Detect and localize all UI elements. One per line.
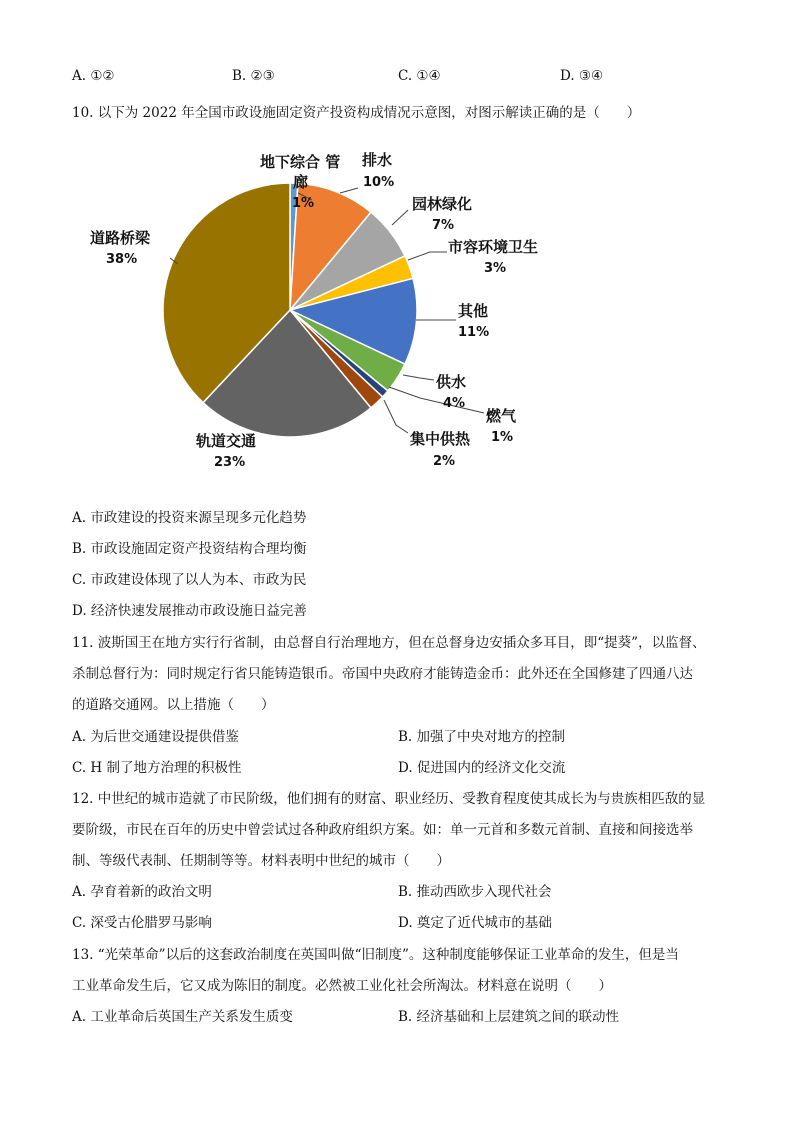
slice-pct-other: 11% — [458, 325, 490, 340]
q12-stem-line-2: 要阶级，市民在百年的历史中曾尝试过各种政府组织方案。如：单一元首和多数元首制、直接和间接选举 — [72, 822, 693, 838]
q11-option-b[interactable]: B. 加强了中央对地方的控制 — [398, 729, 566, 745]
q9-option-b[interactable]: B. ②③ — [232, 68, 275, 84]
slice-pct-sanitation: 3% — [484, 261, 507, 276]
slice-label-greening: 园林绿化 — [412, 195, 473, 213]
q10-option-d[interactable]: D. 经济快速发展推动市政设施日益完善 — [72, 603, 307, 619]
q13-stem-line-1: 13. “光荣革命”以后的这套政治制度在英国叫做“旧制度”。这种制度能够保证工业革命的发生，但是当 — [72, 947, 679, 963]
slice-label-gas: 燃气 — [486, 407, 517, 425]
q9-option-d[interactable]: D. ③④ — [560, 68, 604, 84]
slice-label-pipe-corridor-1: 地下综合 管 — [260, 153, 341, 171]
leader-line-water — [403, 375, 434, 380]
slice-pct-heating: 2% — [433, 454, 456, 469]
q12-stem-line-1: 12. 中世纪的城市造就了市民阶级，他们拥有的财富、职业经历、受教育程度使其成长为与贵族相匹敌的显 — [72, 791, 706, 807]
q13-option-b[interactable]: B. 经济基础和上层建筑之间的联动性 — [398, 1009, 620, 1025]
q11-stem-line-2: 杀制总督行为：同时规定行省只能铸造银币。帝国中央政府才能铸造金币：此外还在全国修建了四通八达 — [72, 666, 693, 682]
q12-option-a[interactable]: A. 孕育着新的政治文明 — [72, 884, 212, 900]
leader-line-heating — [384, 400, 408, 433]
slice-label-rail-transit: 轨道交通 — [196, 432, 257, 450]
q13-stem-line-2: 工业革命发生后，它又成为陈旧的制度。必然被工业化社会所淘汰。材料意在说明（ ） — [72, 978, 612, 994]
q12-option-b[interactable]: B. 推动西欧步入现代社会 — [398, 884, 552, 900]
pie-chart — [0, 130, 620, 480]
slice-pct-pipe-corridor: 1% — [292, 196, 315, 211]
q13-option-a[interactable]: A. 工业革命后英国生产关系发生质变 — [72, 1009, 293, 1025]
leader-line-greening — [392, 210, 408, 225]
q12-option-c[interactable]: C. 深受古伦腊罗马影响 — [72, 915, 212, 931]
q11-stem-line-1: 11. 波斯国王在地方实行行省制，由总督自行治理地方，但在总督身边安插众多耳目，即“提葵”，以监督、 — [72, 635, 706, 651]
slice-pct-greening: 7% — [432, 218, 455, 233]
q10-option-a[interactable]: A. 市政建设的投资来源呈现多元化趋势 — [72, 510, 307, 526]
q10-option-c[interactable]: C. 市政建设体现了以人为本、市政为民 — [72, 572, 307, 588]
slice-pct-water: 4% — [443, 396, 466, 411]
q10-option-b[interactable]: B. 市政设施固定资产投资结构合理均衡 — [72, 541, 307, 557]
q12-stem-line-3: 制、等级代表制、任期制等等。材料表明中世纪的城市（ ） — [72, 853, 450, 869]
q10-stem: 10. 以下为 2022 年全国市政设施固定资产投资构成情况示意图，对图示解读正确的是（ ） — [72, 105, 641, 121]
q12-option-d[interactable]: D. 奠定了近代城市的基础 — [398, 915, 552, 931]
slice-pct-drainage: 10% — [363, 175, 395, 190]
leader-line-drainage — [340, 188, 358, 193]
slice-label-road-bridge: 道路桥梁 — [90, 229, 151, 247]
slice-label-other: 其他 — [458, 302, 489, 320]
slice-label-pipe-corridor-2: 廊 — [293, 173, 309, 191]
slice-pct-gas: 1% — [491, 430, 514, 445]
q9-option-a[interactable]: A. ①② — [72, 68, 115, 84]
q11-option-d[interactable]: D. 促进国内的经济文化交流 — [398, 760, 566, 776]
q11-option-c[interactable]: C. H 制了地方治理的积极性 — [72, 760, 242, 776]
pie-slices — [163, 183, 417, 437]
slice-pct-rail-transit: 23% — [214, 455, 246, 470]
slice-pct-road-bridge: 38% — [106, 252, 138, 267]
q11-stem-line-3: 的道路交通网。以上措施（ ） — [72, 697, 275, 713]
slice-label-water: 供水 — [436, 373, 467, 391]
q9-option-c[interactable]: C. ①④ — [398, 68, 441, 84]
slice-label-drainage: 排水 — [362, 151, 393, 169]
leader-line-sanitation — [408, 252, 447, 260]
slice-label-sanitation: 市容环境卫生 — [448, 238, 539, 256]
q11-option-a[interactable]: A. 为后世交通建设提供借鉴 — [72, 729, 239, 745]
slice-label-heating: 集中供热 — [410, 430, 471, 448]
